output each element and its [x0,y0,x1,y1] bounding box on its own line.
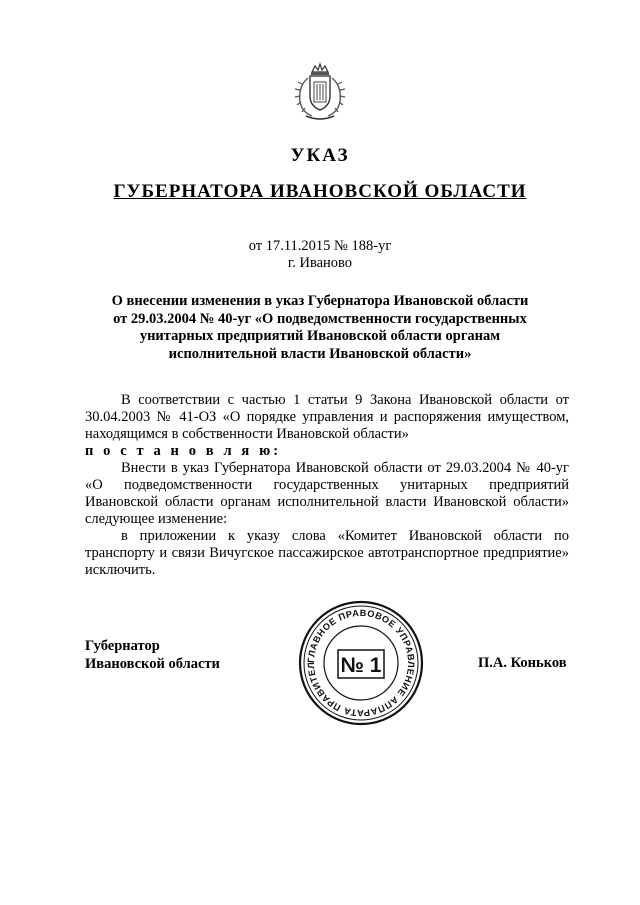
subject-line: унитарных предприятий Ивановской области органам [139,328,501,344]
decree-subject [85,293,555,363]
signature-position [85,637,220,673]
issuer-title: ГУБЕРНАТОРА ИВАНОВСКОЙ ОБЛАСТИ [113,181,527,202]
document-type-title: УКАЗ [290,145,350,166]
subject-line: исполнительной власти Ивановской области» [168,345,472,362]
stamp-ring-text: ГЛАВНОЕ ПРАВОВОЕ УПРАВЛЕНИЕ АППАРАТА ПРАВИТЕЛ [305,607,417,719]
signer-name: П.А. Коньков [478,655,567,671]
decree-body [85,392,569,579]
position-line: Ивановской области [85,656,220,672]
change-paragraph: в приложении к указу слова «Комитет Ивановской области по транспорту и связи Вичугское пассажирское автотранспортное предприятие» исключить. [85,528,569,578]
date-number: от 17.11.2015 № 188-уг [248,238,392,254]
subject-line: от 29.03.2004 № 40-уг «О подведомственности государственных [113,310,527,327]
official-stamp [296,598,426,728]
decree-word: п о с т а н о в л я ю: [85,443,282,459]
preamble-paragraph: В соответствии с частью 1 статьи 9 Закона Ивановской области от 30.04.2003 № 41-ОЗ «О порядке управления и распоряжения имуществом, находящимся в собственности Ивановской области» [85,392,569,442]
stamp-number: № 1 [340,654,382,677]
city: г. Иваново [287,255,353,271]
intro-paragraph: Внести в указ Губернатора Ивановской области от 29.03.2004 № 40-уг «О подведомственности государственных унитарных предприятий Ивановской области органам исполнительной власти Ивановской области» следующее изменение: [85,460,569,527]
subject-line: О внесении изменения в указ Губернатора Ивановской области [111,293,529,309]
coat-of-arms-icon [288,62,352,126]
position-line: Губернатор [85,638,160,654]
